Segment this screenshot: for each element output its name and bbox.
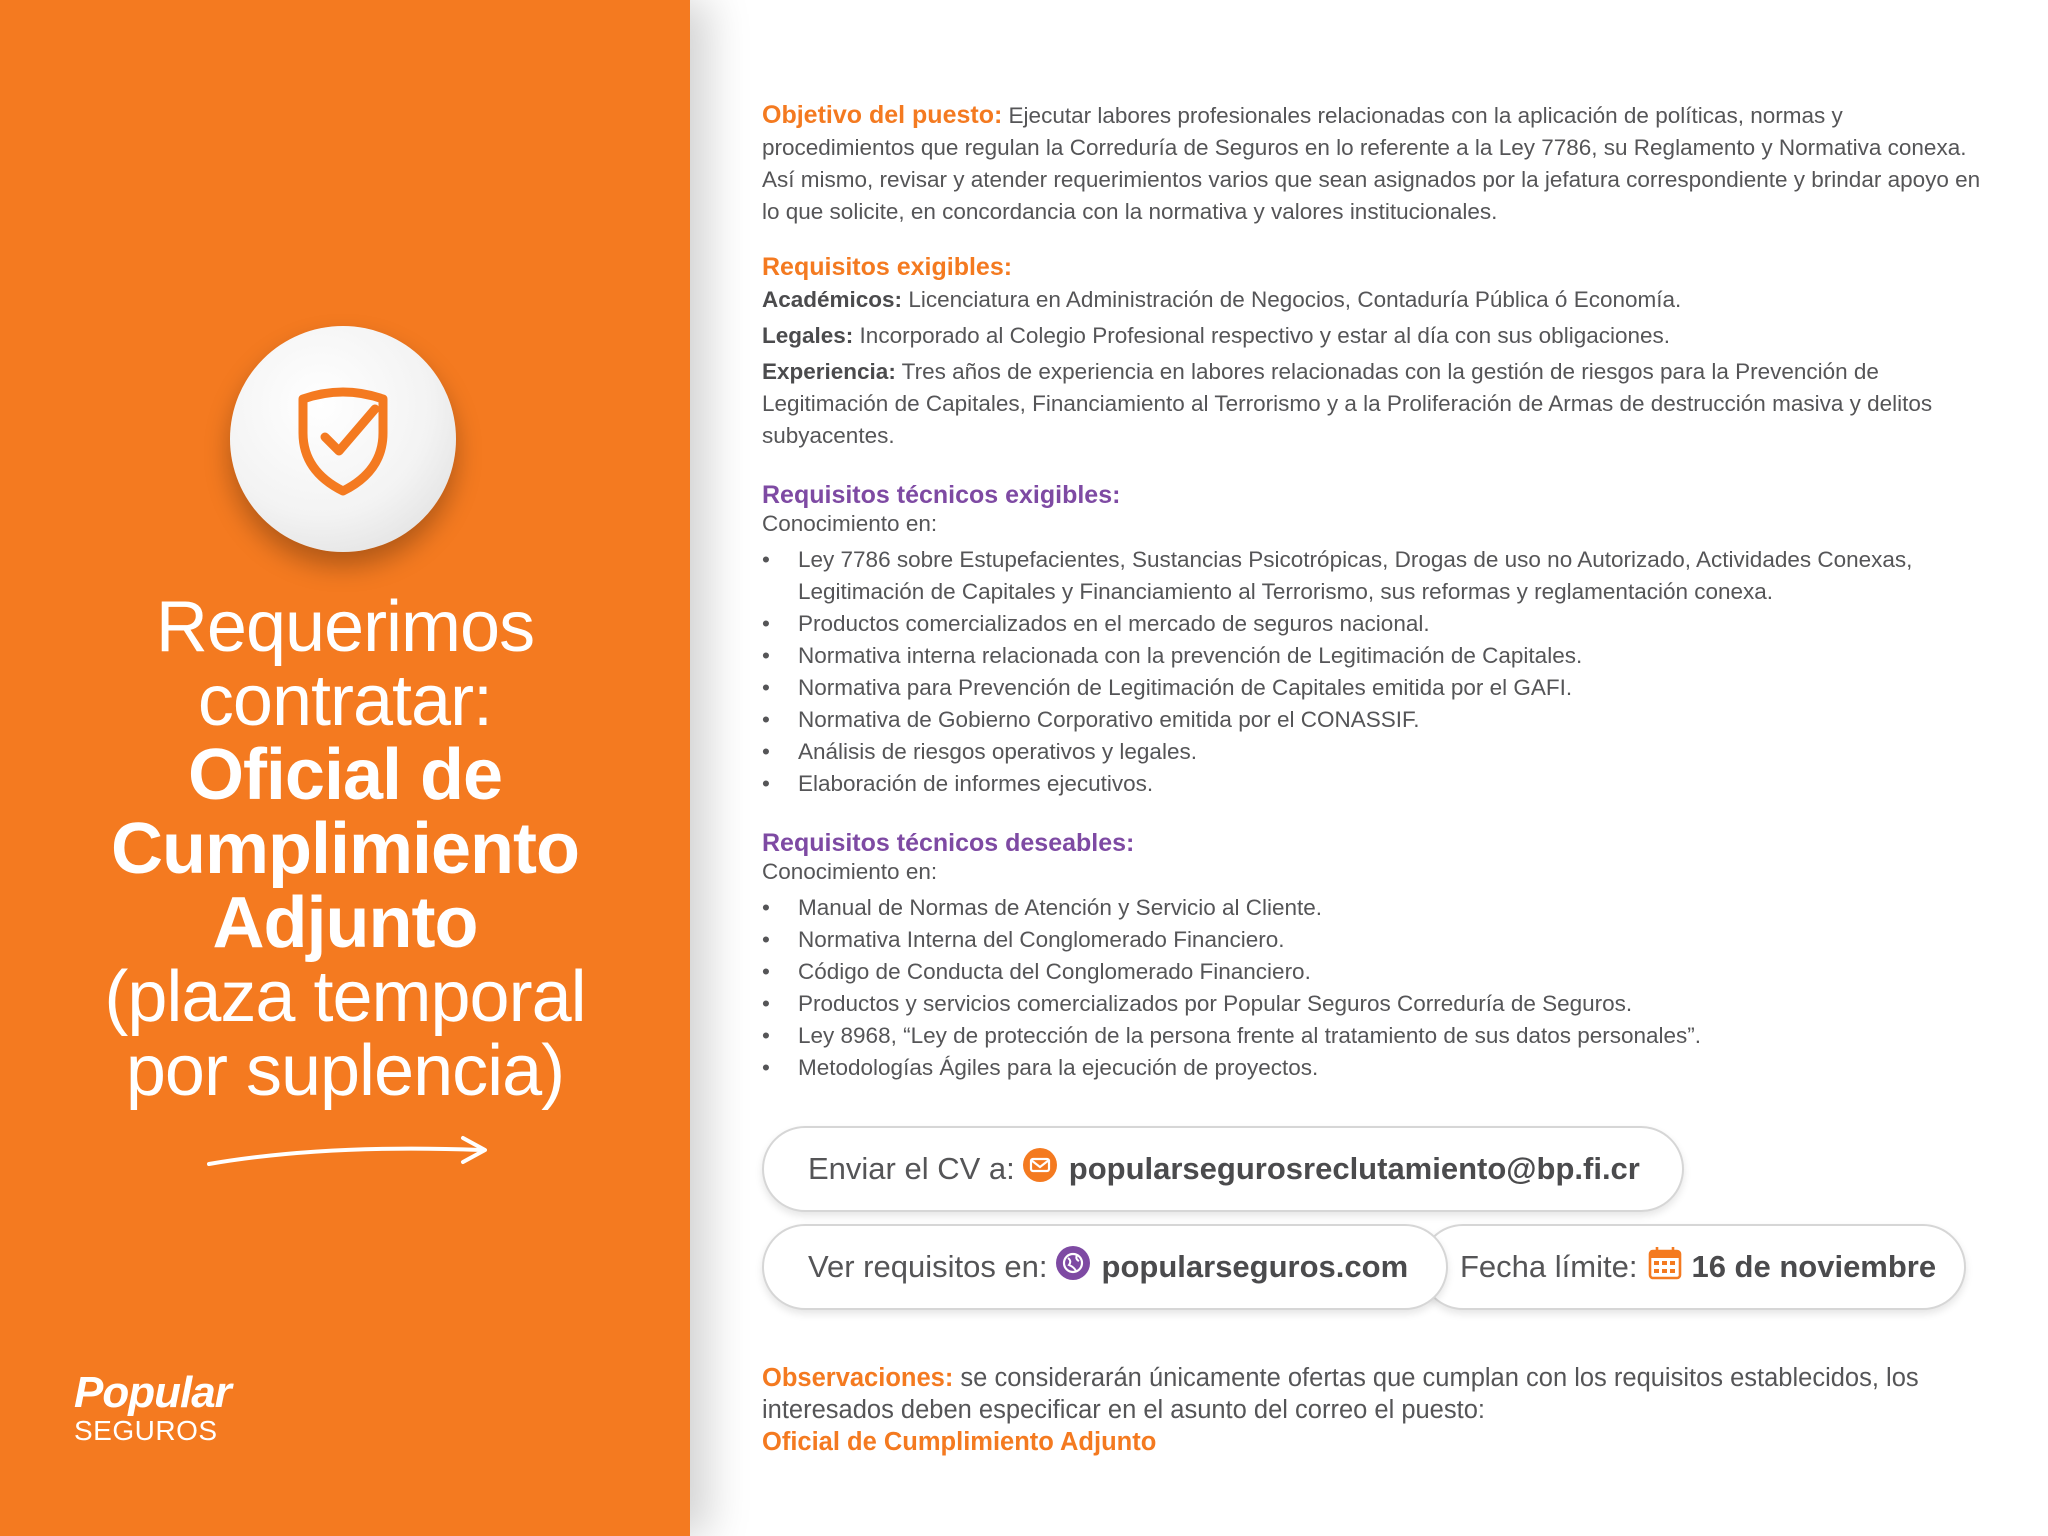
headline bbox=[40, 587, 650, 1111]
list-item: • Normativa para Prevención de Legitimación de Capitales emitida por el GAFI. bbox=[762, 672, 1987, 704]
list-item: • Código de Conducta del Conglomerado Financiero. bbox=[762, 956, 1987, 988]
requirements-pill bbox=[762, 1224, 1448, 1310]
arrow-right-icon bbox=[205, 1130, 495, 1170]
required-title: Requisitos exigibles: bbox=[762, 253, 1013, 281]
technical-required-title: Requisitos técnicos exigibles: bbox=[762, 481, 1121, 509]
globe-icon bbox=[1056, 1246, 1090, 1288]
list-item: • Productos y servicios comercializados por Popular Seguros Correduría de Seguros. bbox=[762, 988, 1987, 1020]
observations-text: se considerarán únicamente ofertas que cumplan con los requisitos establecidos, los interesados deben especificar en el asunto del correo el puesto: bbox=[762, 1364, 1919, 1424]
note-line-2: por suplencia) bbox=[125, 1031, 565, 1111]
objective-text: Ejecutar labores profesionales relacionadas con la aplicación de políticas, normas y procedimientos que regulan la Correduría de Seguros en lo referente a la Ley 7786, su Reglamento y Normativa conexa. Así mismo, revisar y atender requerimientos varios que sean asignados por la jefatura correspondiente y brindar apoyo en lo que solicite, en concordancia con la normativa y valores institucionales. bbox=[762, 103, 1981, 224]
technical-desired-list bbox=[762, 892, 1987, 1084]
list-item: • Ley 8968, “Ley de protección de la persona frente al tratamiento de sus datos personales”. bbox=[762, 1020, 1987, 1052]
shield-check-icon bbox=[283, 379, 403, 499]
technical-desired-intro: Conocimiento en: bbox=[762, 859, 938, 884]
list-item: • Análisis de riesgos operativos y legales. bbox=[762, 736, 1987, 768]
deadline-pill bbox=[1420, 1224, 1966, 1310]
job-title-line-2: Cumplimiento bbox=[111, 809, 579, 889]
technical-required-intro: Conocimiento en: bbox=[762, 511, 938, 536]
website-link[interactable]: popularseguros.com bbox=[1101, 1249, 1409, 1284]
requirements-label: Ver requisitos en: bbox=[808, 1249, 1048, 1284]
technical-desired-title: Requisitos técnicos deseables: bbox=[762, 829, 1135, 857]
experience-label: Experiencia: bbox=[762, 359, 896, 384]
job-details bbox=[762, 98, 1987, 1096]
list-item: • Elaboración de informes ejecutivos. bbox=[762, 768, 1987, 800]
left-panel bbox=[0, 0, 690, 1536]
calendar-icon bbox=[1647, 1245, 1683, 1289]
note-line-1: (plaza temporal bbox=[104, 957, 586, 1037]
list-item: • Normativa interna relacionada con la prevención de Legitimación de Capitales. bbox=[762, 640, 1987, 672]
technical-required-list bbox=[762, 544, 1987, 800]
list-item: • Ley 7786 sobre Estupefacientes, Sustancias Psicotrópicas, Drogas de uso no Autorizado, Actividades Conexas, Legitimación de Capitales y Financiamiento al Terrorismo, sus reformas y reglamentación conexa. bbox=[762, 544, 1987, 608]
deadline-label: Fecha límite: bbox=[1460, 1249, 1638, 1284]
observations-label: Observaciones: bbox=[762, 1364, 954, 1392]
academic-label: Académicos: bbox=[762, 287, 903, 312]
email-link[interactable]: popularsegurosreclutamiento@bp.fi.cr bbox=[1068, 1151, 1640, 1186]
job-title-line-3: Adjunto bbox=[212, 883, 478, 963]
list-item: • Productos comercializados en el mercado de seguros nacional. bbox=[762, 608, 1987, 640]
legal-requirement bbox=[762, 320, 1987, 352]
legal-label: Legales: bbox=[762, 323, 854, 348]
deadline-value: 16 de noviembre bbox=[1691, 1249, 1937, 1284]
list-item: • Normativa de Gobierno Corporativo emitida por el CONASSIF. bbox=[762, 704, 1987, 736]
experience-requirement bbox=[762, 356, 1987, 452]
job-title-line-1: Oficial de bbox=[187, 735, 503, 815]
send-cv-pill bbox=[762, 1126, 1684, 1212]
objective-label: Objetivo del puesto: bbox=[762, 101, 1003, 129]
headline-line-2: contratar: bbox=[197, 661, 493, 741]
brand-logo bbox=[74, 1370, 231, 1446]
experience-text: Tres años de experiencia en labores relacionadas con la gestión de riesgos para la Prevención de Legitimación de Capitales, Financiamiento al Terrorismo y a la Proliferación de Armas de destrucción masiva y delitos subyacentes. bbox=[762, 359, 1933, 448]
academic-requirement bbox=[762, 284, 1987, 316]
send-cv-label: Enviar el CV a: bbox=[808, 1151, 1015, 1186]
list-item: • Manual de Normas de Atención y Servicio al Cliente. bbox=[762, 892, 1987, 924]
logo-wordmark: Popular bbox=[74, 1368, 231, 1417]
list-item: • Metodologías Ágiles para la ejecución de proyectos. bbox=[762, 1052, 1987, 1084]
legal-text: Incorporado al Colegio Profesional respectivo y estar al día con sus obligaciones. bbox=[853, 323, 1671, 348]
headline-line-1: Requerimos bbox=[155, 587, 535, 667]
badge bbox=[230, 326, 456, 552]
logo-subtitle: SEGUROS bbox=[74, 1415, 218, 1446]
observations-position: Oficial de Cumplimiento Adjunto bbox=[762, 1428, 1157, 1456]
observations bbox=[762, 1362, 1982, 1458]
list-item: • Normativa Interna del Conglomerado Financiero. bbox=[762, 924, 1987, 956]
academic-text: Licenciatura en Administración de Negocios, Contaduría Pública ó Economía. bbox=[902, 287, 1682, 312]
mail-icon bbox=[1023, 1148, 1057, 1190]
objective-paragraph bbox=[762, 98, 1987, 228]
